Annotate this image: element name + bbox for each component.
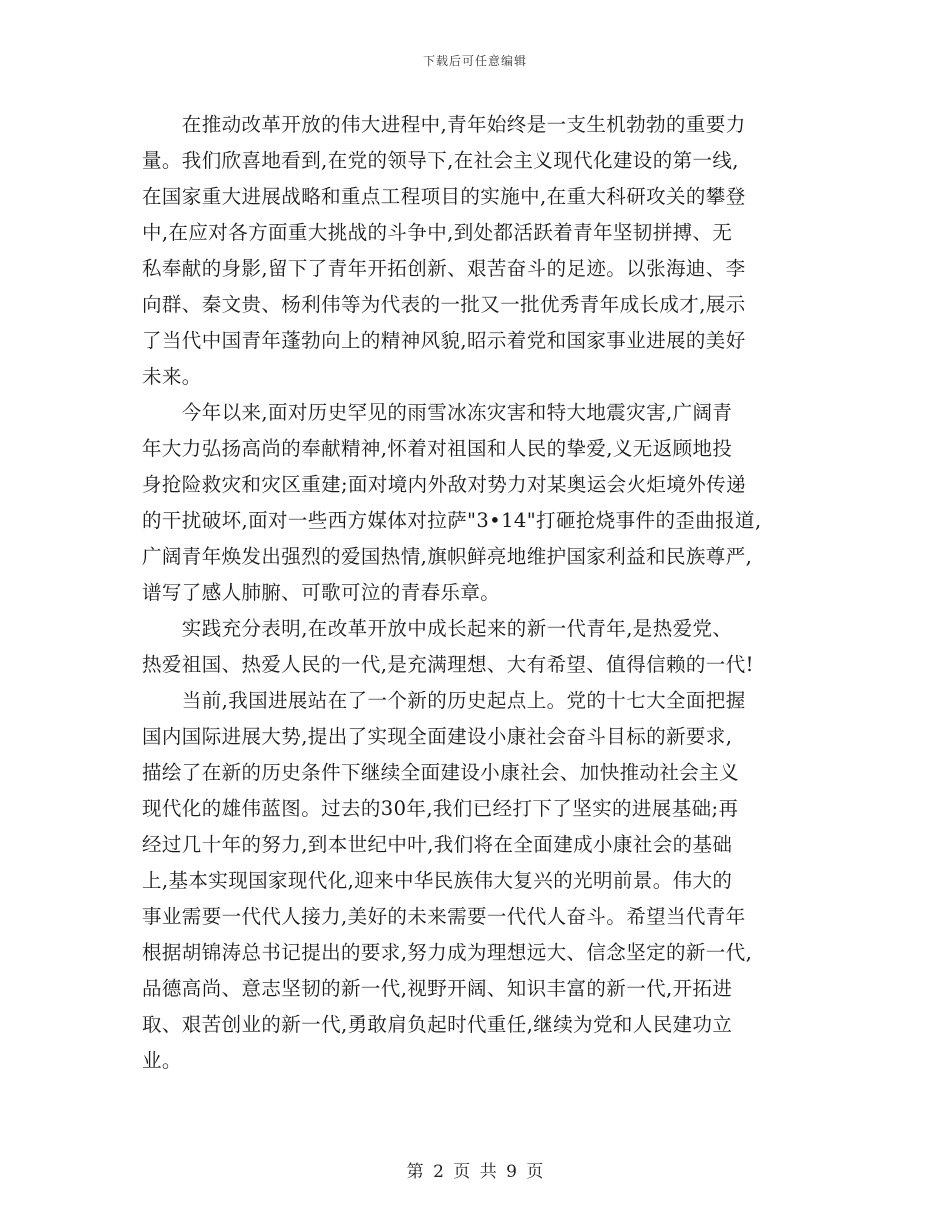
text-line: 在国家重大进展战略和重点工程项目的实施中,在重大科研攻关的攀登 (142, 185, 746, 208)
text-line: 私奉献的身影,留下了青年开拓创新、艰苦奋斗的足迹。以张海迪、李 (142, 257, 746, 280)
page-header: 下载后可任意编辑 (422, 54, 527, 68)
text-line: 未来。 (142, 365, 202, 388)
text-line: 身抢险救灾和灾区重建;面对境内外敌对势力对某奥运会火炬境外传递 (142, 473, 746, 496)
text-line: 根据胡锦涛总书记提出的要求,努力成为理想远大、信念坚定的新一代, (142, 941, 753, 964)
text-line: 年大力弘扬高尚的奉献精神,怀着对祖国和人民的挚爱,义无返顾地投 (142, 437, 733, 460)
text-line: 经过几十年的努力,到本世纪中叶,我们将在全面建成小康社会的基础 (142, 833, 733, 856)
text-line: 业。 (142, 1049, 182, 1072)
text-line: 热爱祖国、热爱人民的一代,是充满理想、大有希望、值得信赖的一代! (142, 653, 754, 676)
text-line: 在推动改革开放的伟大进程中,青年始终是一支生机勃勃的重要力 (142, 113, 746, 136)
text-line: 描绘了在新的历史条件下继续全面建设小康社会、加快推动社会主义 (142, 761, 740, 784)
text-line: 实践充分表明,在改革开放中成长起来的新一代青年,是热爱党、 (142, 617, 733, 640)
document-body (142, 107, 812, 1079)
text-line: 现代化的雄伟蓝图。过去的30年,我们已经打下了坚实的进展基础;再 (142, 797, 739, 820)
page-number: 第 2 页 共 9 页 (406, 1162, 544, 1182)
text-line: 量。我们欣喜地看到,在党的领导下,在社会主义现代化建设的第一线, (142, 149, 739, 172)
text-line: 向群、秦文贵、杨利伟等为代表的一批又一批优秀青年成长成才,展示 (142, 293, 746, 316)
text-line: 今年以来,面对历史罕见的雨雪冰冻灾害和特大地震灾害,广阔青 (142, 401, 733, 424)
text-line: 了当代中国青年蓬勃向上的精神风貌,昭示着党和国家事业进展的美好 (142, 329, 746, 352)
text-line: 的干扰破坏,面对一些西方媒体对拉萨"3•14"打砸抢烧事件的歪曲报道, (142, 509, 762, 532)
text-line: 当前,我国进展站在了一个新的历史起点上。党的十七大全面把握 (142, 689, 746, 712)
text-line: 国内国际进展大势,提出了实现全面建设小康社会奋斗目标的新要求, (142, 725, 733, 748)
text-line: 取、艰苦创业的新一代,勇敢肩负起时代重任,继续为党和人民建功立 (142, 1013, 733, 1036)
text-line: 上,基本实现国家现代化,迎来中华民族伟大复兴的光明前景。伟大的 (142, 869, 733, 892)
text-line: 品德高尚、意志坚韧的新一代,视野开阔、知识丰富的新一代,开拓进 (142, 977, 733, 1000)
text-line: 广阔青年焕发出强烈的爱国热情,旗帜鲜亮地维护国家利益和民族尊严, (142, 545, 753, 568)
text-line: 中,在应对各方面重大挑战的斗争中,到处都活跃着青年坚韧拼搏、无 (142, 221, 733, 244)
text-line: 事业需要一代代人接力,美好的未来需要一代代人奋斗。希望当代青年 (142, 905, 746, 928)
text-line: 谱写了感人肺腑、可歌可泣的青春乐章。 (142, 581, 501, 604)
